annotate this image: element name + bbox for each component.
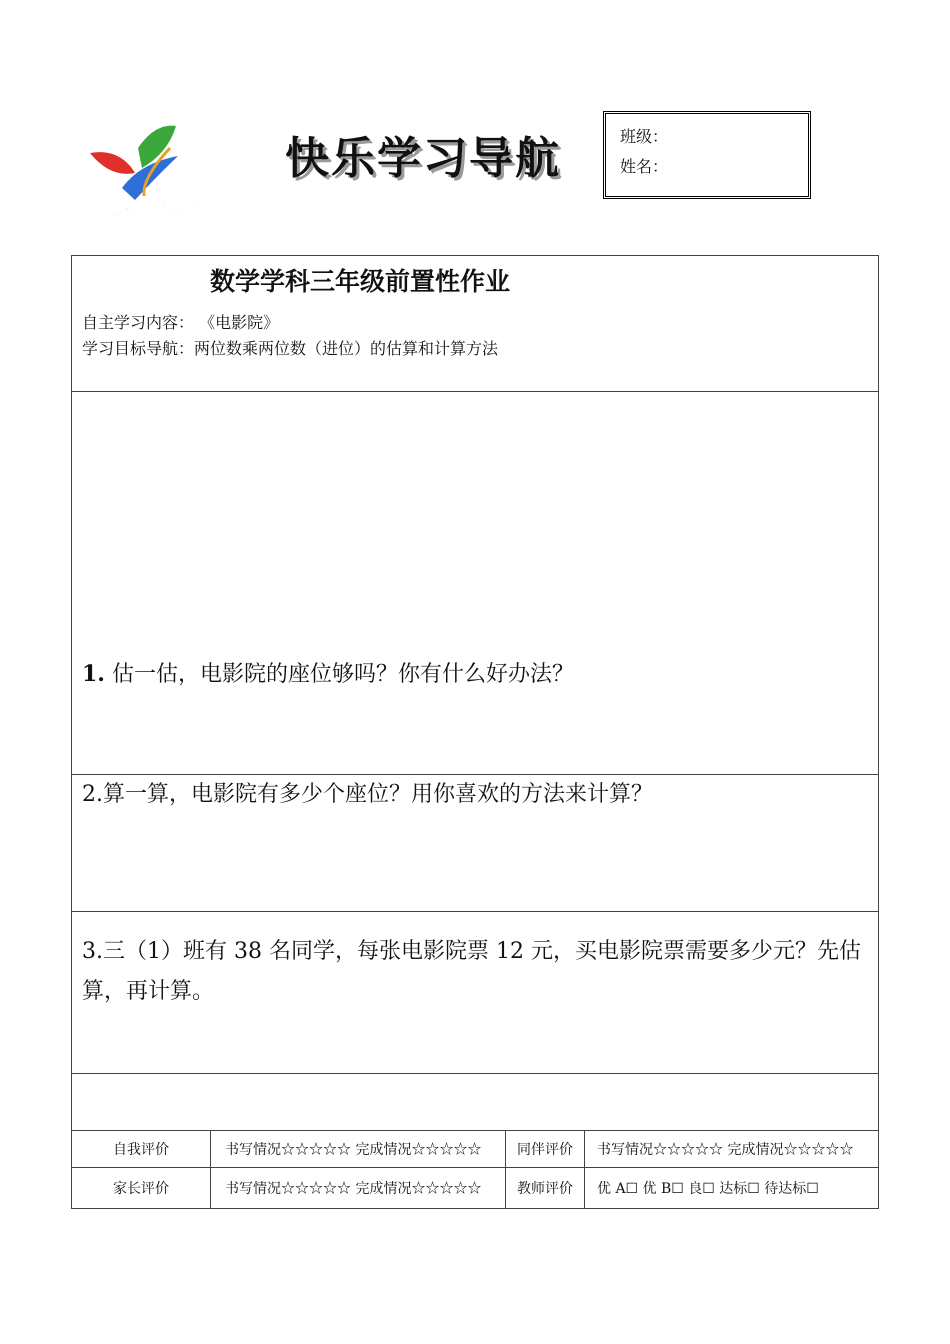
- parent-eval-label: 家长评价: [72, 1168, 211, 1208]
- worksheet-header: [72, 256, 878, 392]
- peer-eval-detail: 书写情况☆☆☆☆☆ 完成情况☆☆☆☆☆: [597, 1142, 854, 1158]
- question-1: [82, 654, 868, 695]
- evaluation-table: [72, 1131, 878, 1208]
- name-label: 姓名：: [620, 157, 669, 176]
- question-3-section: [72, 912, 878, 1074]
- self-eval-label: 自我评价: [72, 1131, 211, 1167]
- worksheet: [71, 255, 879, 1209]
- question-2-section: [72, 775, 878, 912]
- learning-content: 自主学习内容： 《电影院》: [82, 313, 280, 332]
- logo-red-leaf: [90, 152, 135, 174]
- question-1-number: 1.: [82, 661, 105, 687]
- evaluation-row: [72, 1167, 878, 1208]
- evaluation-row: [72, 1131, 878, 1167]
- question-3: 3.三（1）班有 38 名同学，每张电影院票 12 元，买电影院票需要多少元？先估算，再计算。: [82, 939, 861, 1004]
- peer-eval-label: 同伴评价: [506, 1131, 585, 1167]
- question-1-text: 估一估，电影院的座位够吗？你有什么好办法？: [104, 662, 574, 687]
- banner-title: 快乐学习导航: [285, 133, 561, 184]
- teacher-eval-label: 教师评价: [506, 1168, 585, 1208]
- answer-area: [72, 1074, 878, 1131]
- question-1-section: [72, 392, 878, 775]
- sheet-title: 数学学科三年级前置性作业: [210, 267, 511, 296]
- self-eval-detail: 书写情况☆☆☆☆☆ 完成情况☆☆☆☆☆: [211, 1131, 506, 1167]
- student-info-box: [603, 111, 811, 199]
- parent-eval-detail: 书写情况☆☆☆☆☆ 完成情况☆☆☆☆☆: [211, 1168, 506, 1208]
- teacher-eval-detail: 优 A☐ 优 B☐ 良☐ 达标☐ 待达标☐: [597, 1181, 819, 1197]
- question-2: 2.算一算，电影院有多少个座位？用你喜欢的方法来计算？: [82, 782, 653, 807]
- class-label: 班级：: [620, 127, 669, 146]
- school-logo: [80, 118, 220, 226]
- learning-goal: 学习目标导航：两位数乘两位数（进位）的估算和计算方法: [82, 339, 499, 358]
- logo-school-name: 龙凤区第一小学: [82, 199, 201, 219]
